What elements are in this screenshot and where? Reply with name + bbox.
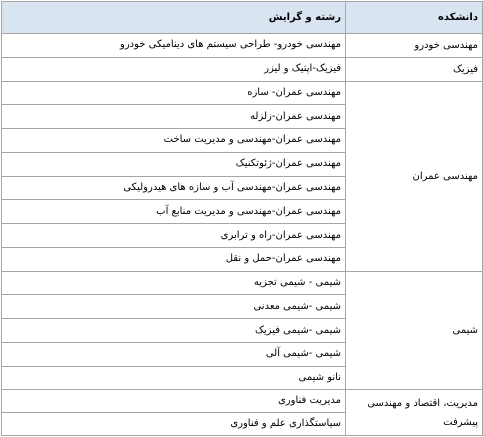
major-cell: شیمی - شیمی تجزیه — [2, 271, 346, 295]
faculty-header: دانشکده — [346, 2, 483, 34]
faculty-cell-chemistry: شیمی — [346, 271, 483, 390]
major-cell: نانو شیمی — [2, 366, 346, 390]
faculty-cell-physics: فیزیک — [346, 57, 483, 81]
faculty-cell-management: مدیریت، اقتصاد و مهندسی پیشرفت — [346, 390, 483, 436]
major-cell: مدیریت فناوری — [2, 390, 346, 413]
major-cell: فیزیک-اپتیک و لیزر — [2, 57, 346, 81]
major-cell: مهندسی عمران-مهندسی و مدیریت ساخت — [2, 129, 346, 153]
major-cell: شیمی -شیمی معدنی — [2, 295, 346, 319]
table-row — [2, 57, 483, 81]
major-header: رشته و گرایش — [2, 2, 346, 34]
majors-table — [1, 1, 483, 436]
major-cell: سیاستگذاری علم و فناوری — [2, 413, 346, 436]
table-row — [2, 271, 483, 295]
major-cell: شیمی -شیمی آلی — [2, 342, 346, 366]
major-cell: مهندسی عمران-مهندسی و مدیریت منابع آب — [2, 200, 346, 224]
major-cell: مهندسی عمران-زلزله — [2, 105, 346, 129]
faculty-cell-civil: مهندسی عمران — [346, 81, 483, 271]
faculty-cell-automotive: مهندسی خودرو — [346, 34, 483, 58]
major-cell: مهندسی عمران-راه و ترابری — [2, 224, 346, 248]
major-cell: شیمی -شیمی فیزیک — [2, 319, 346, 343]
major-cell: مهندسی خودرو- طراحی سیستم های دینامیکی خودرو — [2, 34, 346, 58]
table-row — [2, 390, 483, 413]
major-cell: مهندسی عمران-حمل و نقل — [2, 247, 346, 271]
major-cell: مهندسی عمران-ژئوتکنیک — [2, 152, 346, 176]
header-row — [2, 2, 483, 34]
table-row — [2, 34, 483, 58]
table-row — [2, 81, 483, 105]
major-cell: مهندسی عمران- سازه — [2, 81, 346, 105]
major-cell: مهندسی عمران-مهندسی آب و سازه های هیدرولیکی — [2, 176, 346, 200]
